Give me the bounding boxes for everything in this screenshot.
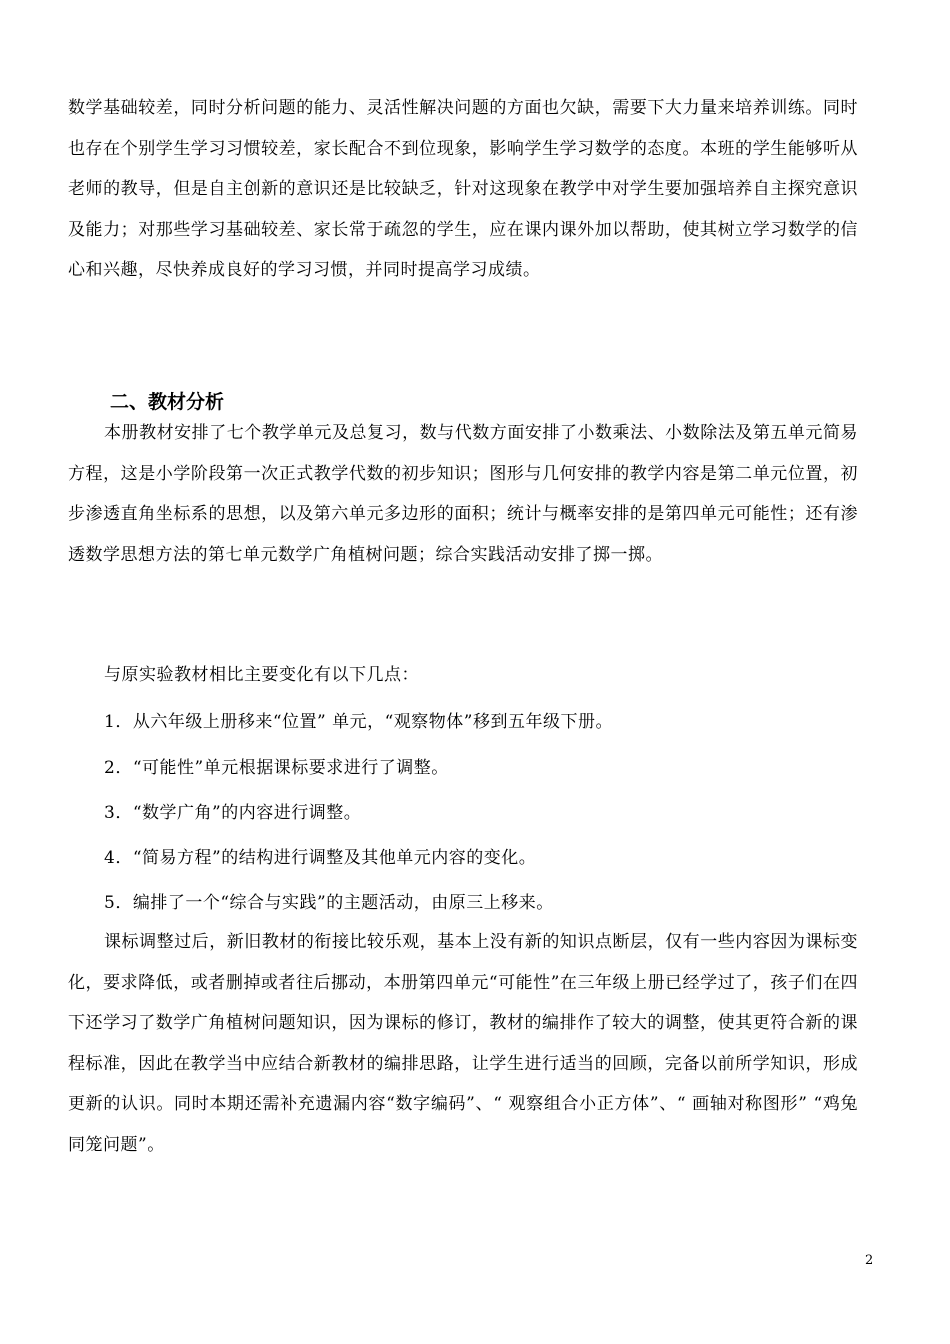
page-number: 2 [865, 1253, 874, 1268]
list-item-change-1: 1．从六年级上册移来“位置” 单元，“观察物体”移到五年级下册。 [104, 712, 613, 732]
list-item-change-3: 3．“数学广角”的内容进行调整。 [104, 803, 362, 823]
list-item-change-5: 5．编排了一个“综合与实践”的主题活动，由原三上移来。 [104, 893, 554, 913]
list-item-change-2: 2．“可能性”单元根据课标要求进行了调整。 [104, 758, 449, 778]
paragraph-changes-intro: 与原实验教材相比主要变化有以下几点： [104, 665, 419, 685]
section-heading-textbook-analysis: 二、教材分析 [110, 391, 225, 413]
paragraph-student-analysis: 数学基础较差，同时分析问题的能力、灵活性解决问题的方面也欠缺，需要下大力量来培养训练。同时也存在个别学生学习习惯较差，家长配合不到位现象，影响学生学习数学的态度。本班的学生能够听从老师的教导，但是自主创新的意识还是比较缺乏，针对这现象在教学中对学生要加强培养自主探究意识及能力；对那些学习基础较差、家长常于疏忽的学生，应在课内课外加以帮助，使其树立学习数学的信心和兴趣，尽快养成良好的学习习惯，并同时提高学习成绩。 [68, 98, 858, 280]
paragraph-curriculum-adjustment: 课标调整过后，新旧教材的衔接比较乐观，基本上没有新的知识点断层，仅有一些内容因为课标变化，要求降低，或者删掉或者往后挪动，本册第四单元“可能性”在三年级上册已经学过了，孩子们在四下还学习了数学广角植树问题知识，因为课标的修订，教材的编排作了较大的调整，使其更符合新的课程标准，因此在教学当中应结合新教材的编排思路，让学生进行适当的回顾，完备以前所学知识，形成更新的认识。同时本期还需补充遗漏内容“数字编码”、“ 观察组合小正方体”、“ 画轴对称图形” “鸡兔同笼问题”。 [68, 932, 858, 1155]
list-item-change-4: 4．“简易方程”的结构进行调整及其他单元内容的变化。 [104, 848, 537, 868]
paragraph-textbook-overview: 本册教材安排了七个教学单元及总复习，数与代数方面安排了小数乘法、小数除法及第五单元简易方程，这是小学阶段第一次正式教学代数的初步知识；图形与几何安排的教学内容是第二单元位置，初步渗透直角坐标系的思想，以及第六单元多边形的面积；统计与概率安排的是第四单元可能性；还有渗透数学思想方法的第七单元数学广角植树问题；综合实践活动安排了掷一掷。 [68, 423, 858, 565]
